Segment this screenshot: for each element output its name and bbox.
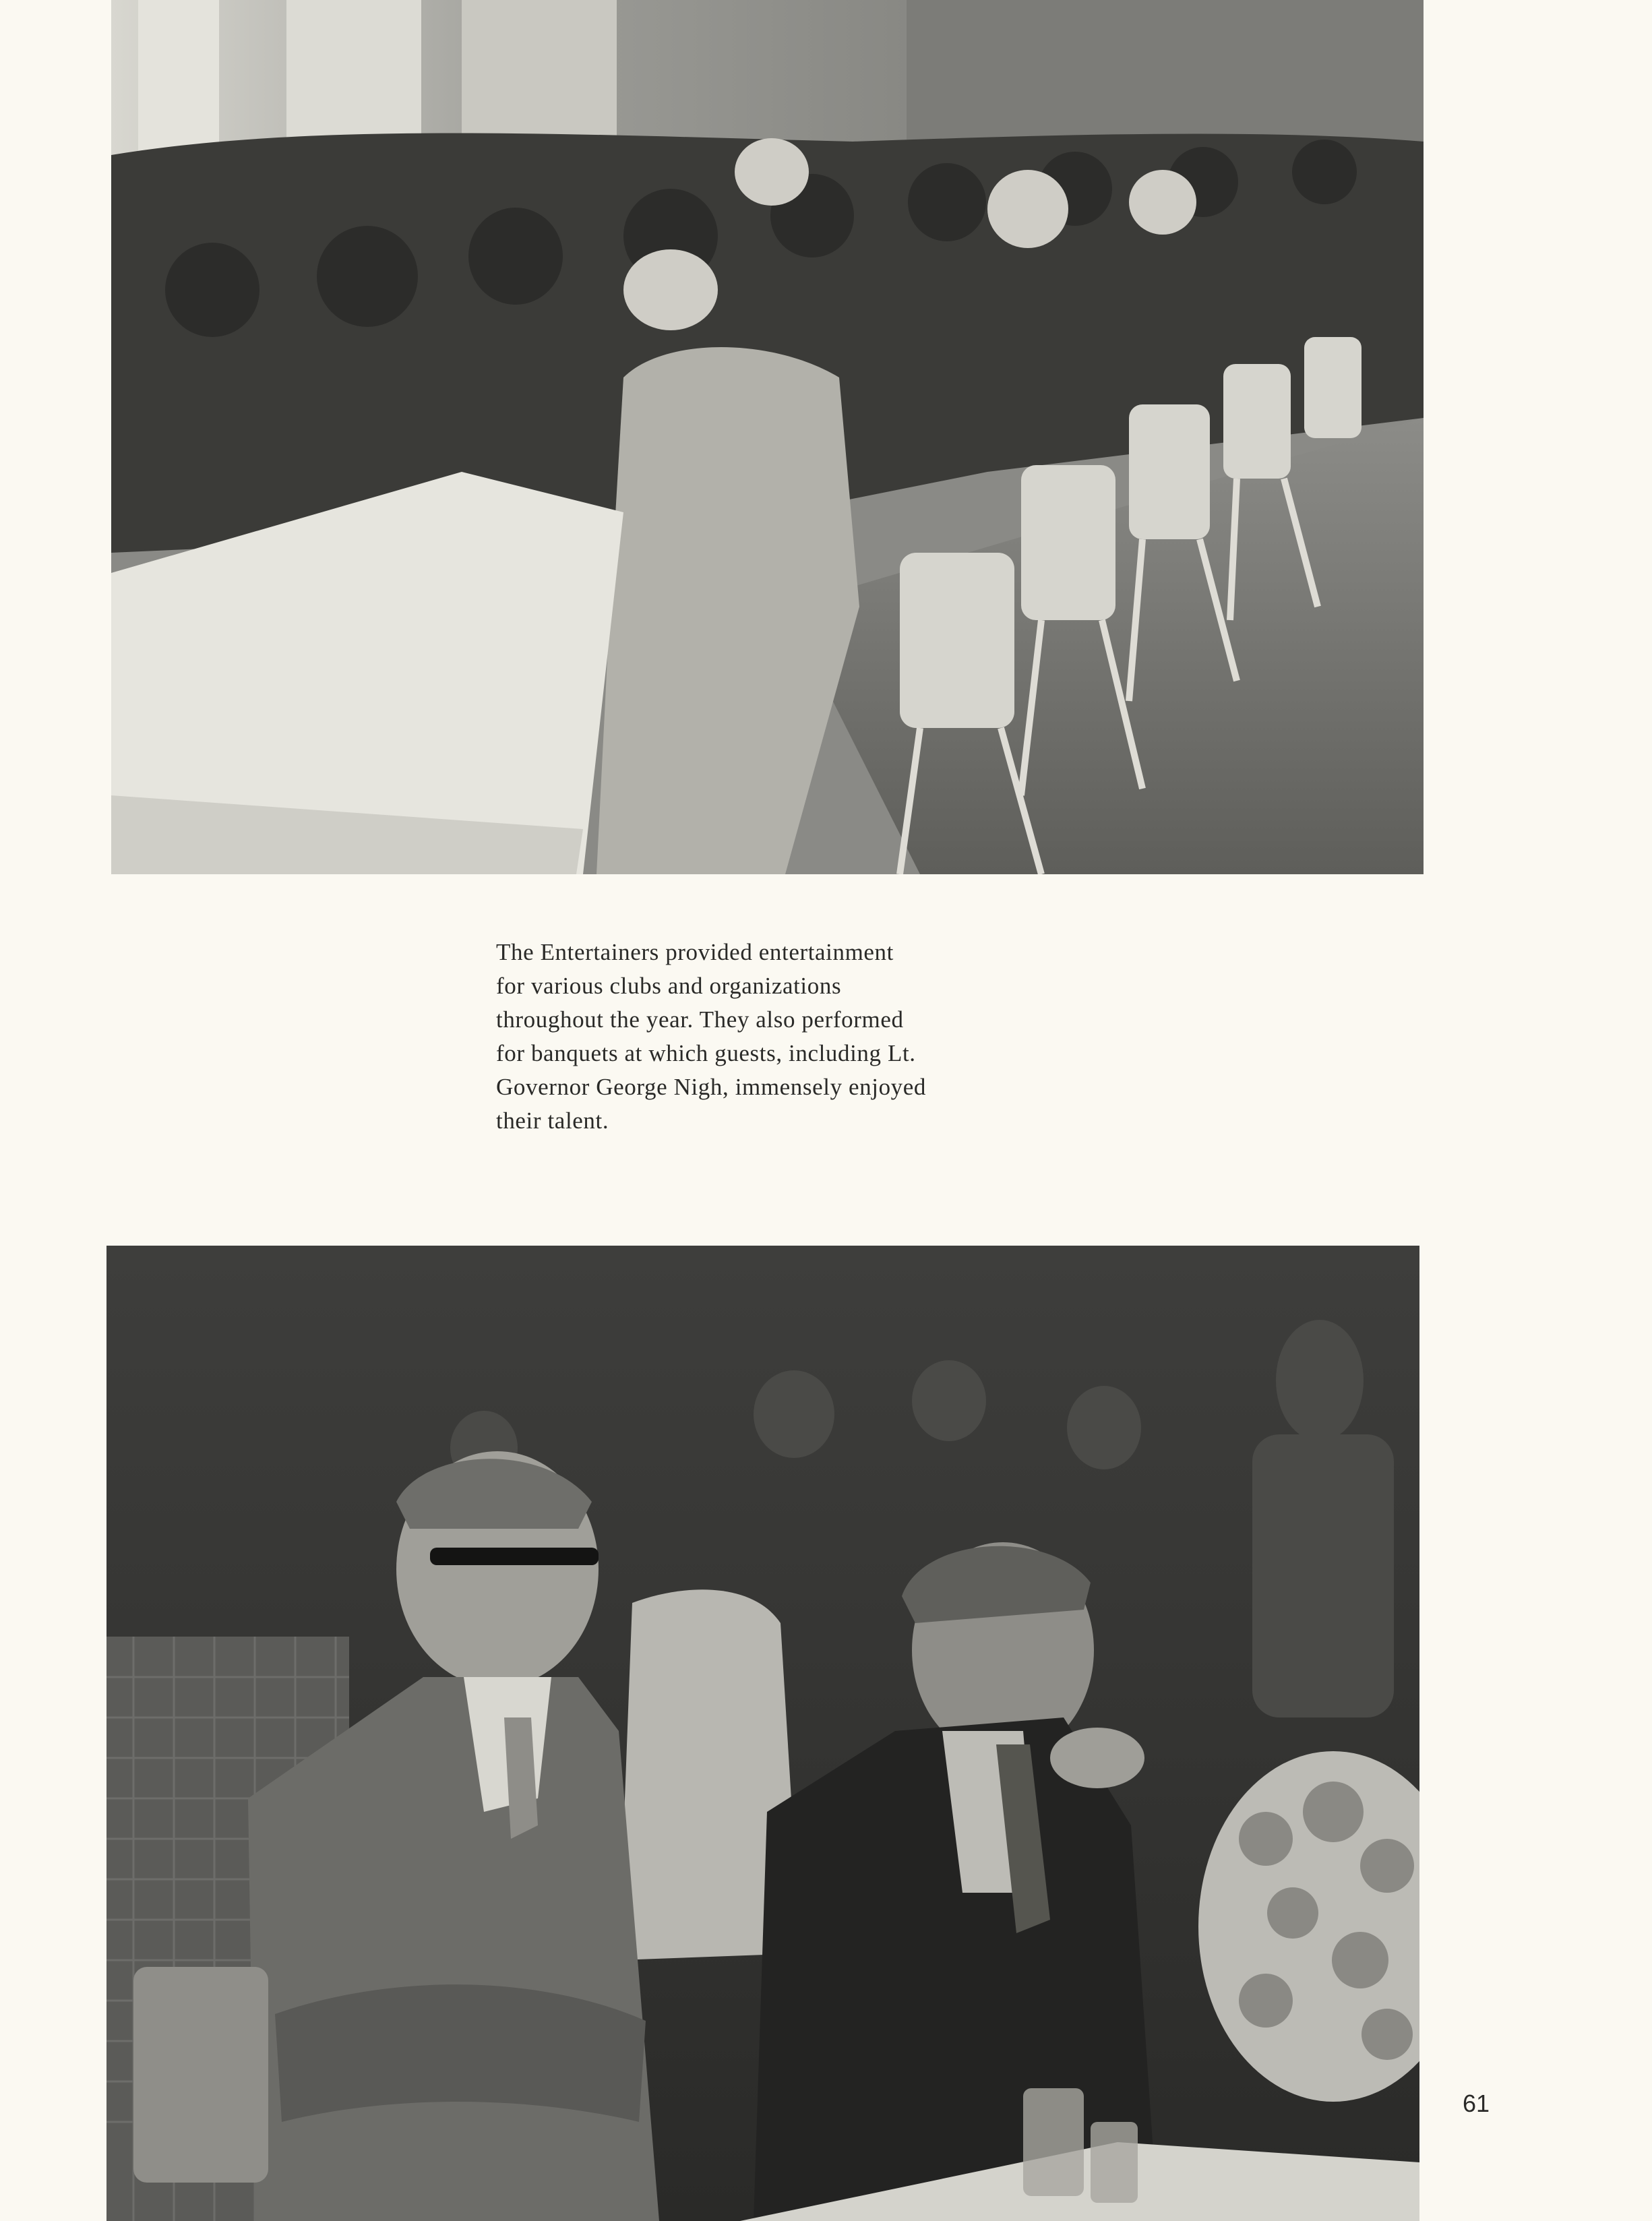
page-number: 61 bbox=[1463, 2090, 1490, 2117]
photo-caption: The Entertainers provided entertainment for various clubs and organizations throughout the year. They also performed for banquets at which guests, including Lt. Governor George Nigh, immensely enjoyed their talent. bbox=[496, 939, 927, 1134]
banquet-hall-photo bbox=[111, 0, 1424, 874]
audience-photo bbox=[106, 1246, 1419, 2221]
